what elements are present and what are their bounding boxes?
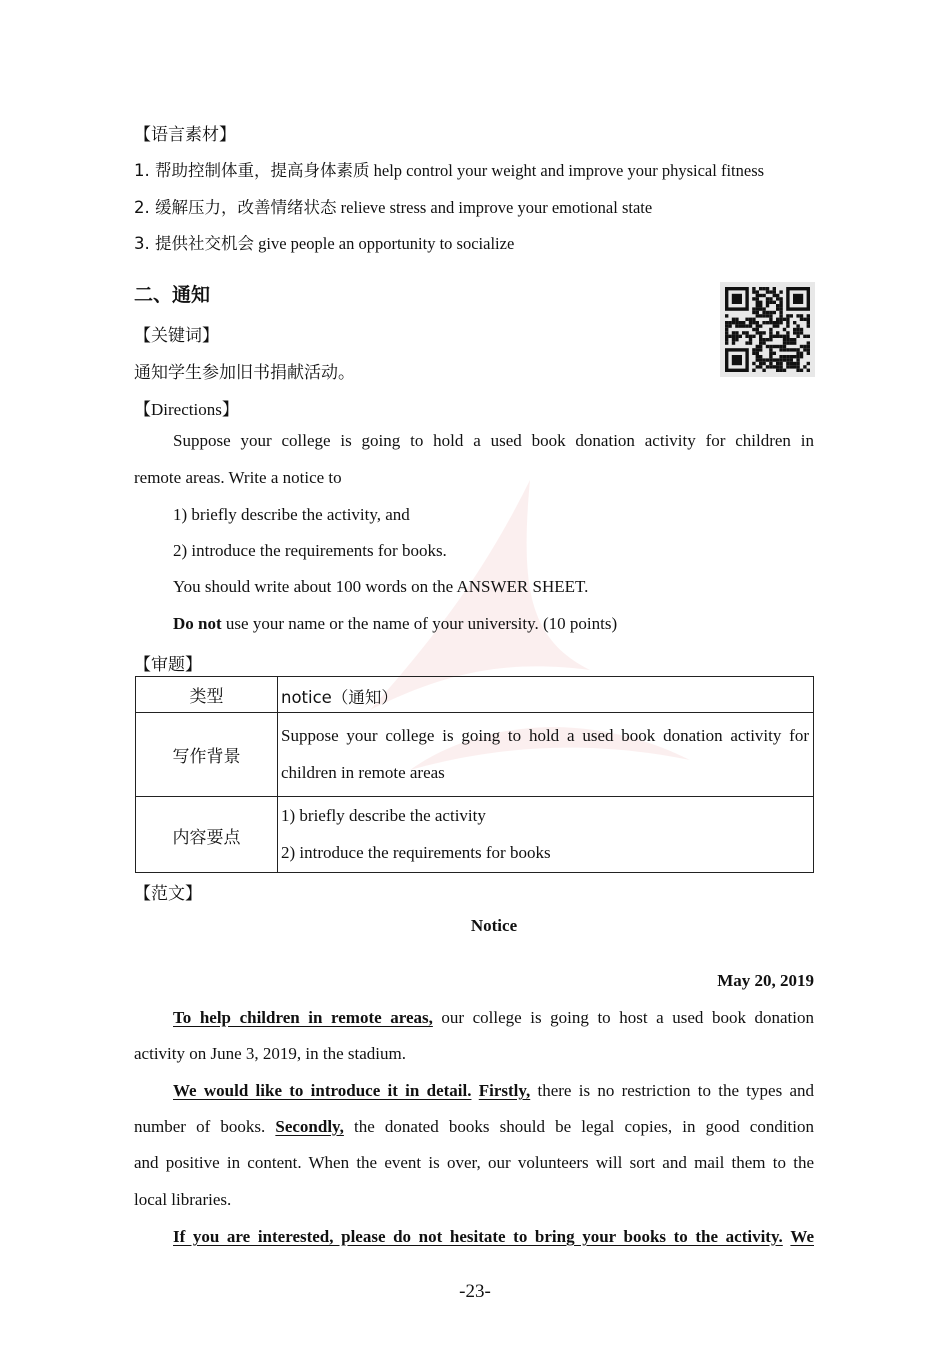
notice-title: Notice <box>470 916 518 935</box>
sample-line <box>173 1227 814 1247</box>
table-value-line: 2) introduce the requirements for books <box>281 843 551 862</box>
directions-label: 【Directions】 <box>134 400 239 419</box>
table-row <box>136 797 813 873</box>
sample-line: local libraries. <box>134 1190 232 1209</box>
sample-line <box>173 1081 814 1101</box>
sample-text: number of books. <box>134 1117 276 1136</box>
table-row <box>136 677 813 713</box>
table-key-cell: 类型 <box>136 677 278 712</box>
sample-line <box>173 1008 814 1028</box>
material-item <box>134 230 514 254</box>
table-value-cell <box>278 677 813 712</box>
directions-line: Suppose your college is going to hold a used book donation activity for children in <box>173 431 814 450</box>
material-item-en: help control your weight and improve your physical fitness <box>373 161 765 180</box>
material-item-zh: 3. 提供社交机会 <box>134 234 254 253</box>
table-key-cell: 写作背景 <box>136 713 278 796</box>
phrase-highlight: Firstly, <box>478 1081 531 1100</box>
phrase-highlight: To help children in remote areas, <box>173 1008 433 1027</box>
notice-date: May 20, 2019 <box>717 971 814 990</box>
materials-header: 【语言素材】 <box>134 125 236 145</box>
phrase-highlight: Secondly, <box>275 1117 344 1136</box>
task-item: 2) introduce the requirements for books. <box>173 541 447 560</box>
section-title: 二、通知 <box>134 284 211 306</box>
sample-label: 【范文】 <box>134 884 202 904</box>
word-requirement: You should write about 100 words on the ANSWER SHEET. <box>173 577 589 596</box>
keywords-text: 通知学生参加旧书捐献活动。 <box>134 363 355 383</box>
page-number: -23- <box>459 1281 491 1302</box>
table-value-line: children in remote areas <box>281 763 445 782</box>
donot-note <box>173 614 617 634</box>
task-item: 1) briefly describe the activity, and <box>173 505 410 524</box>
analysis-table <box>135 676 814 873</box>
table-key-cell: 内容要点 <box>136 797 278 873</box>
material-item-zh: 2. 缓解压力，改善情绪状态 <box>134 198 337 217</box>
sample-line <box>134 1117 814 1137</box>
phrase-highlight: We <box>790 1227 814 1246</box>
material-item <box>134 194 652 218</box>
table-value-line: Suppose your college is going to hold a used book donation activity for <box>281 726 809 745</box>
sample-text: there is no restriction to the types and <box>530 1081 814 1100</box>
table-value-line: 1) briefly describe the activity <box>281 806 486 825</box>
donot-emphasis: Do not <box>173 614 222 633</box>
analysis-label: 【审题】 <box>134 655 202 675</box>
sample-line: and positive in content. When the event is over, our volunteers will sort and mail them to the <box>134 1153 814 1172</box>
table-value-cell <box>278 797 813 873</box>
phrase-highlight: We would like to introduce it in detail. <box>173 1081 472 1100</box>
phrase-highlight: If you are interested, please do not hesitate to bring your books to the activity. <box>173 1227 783 1246</box>
donot-rest: use your name or the name of your university. (10 points) <box>221 614 618 633</box>
sample-text: the donated books should be legal copies, in good condition <box>343 1117 814 1136</box>
directions-line: remote areas. Write a notice to <box>134 468 342 487</box>
table-row <box>136 713 813 797</box>
material-item-en: give people an opportunity to socialize <box>258 234 515 253</box>
material-item-zh: 1. 帮助控制体重，提高身体素质 <box>134 161 370 180</box>
qr-code-icon <box>720 282 815 377</box>
material-item-en: relieve stress and improve your emotional state <box>340 198 653 217</box>
sample-line: activity on June 3, 2019, in the stadium. <box>134 1044 406 1063</box>
keywords-label: 【关键词】 <box>134 326 219 346</box>
material-item <box>134 157 764 181</box>
sample-text: our college is going to host a used book donation <box>432 1008 814 1027</box>
table-value-cell <box>278 713 813 796</box>
table-value-line: notice（通知） <box>281 688 398 707</box>
